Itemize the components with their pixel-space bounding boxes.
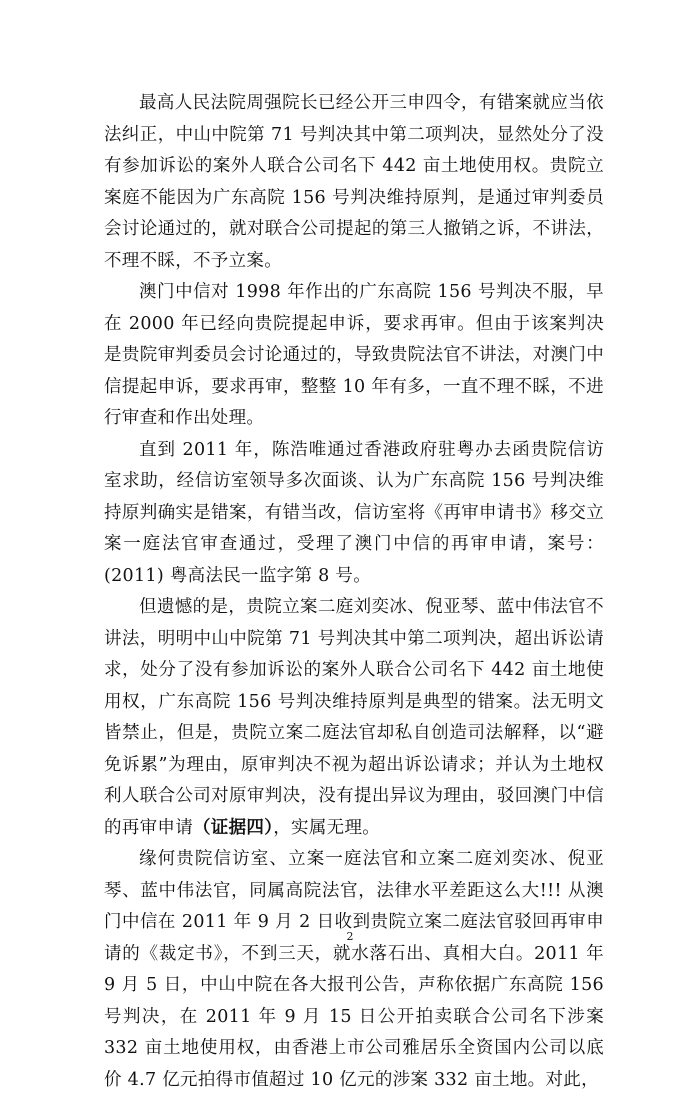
paragraph-5: 缘何贵院信访室、立案一庭法官和立案二庭刘奕冰、倪亚琴、蓝中伟法官，同属高院法官，法律水平差距这么大!!! 从澳门中信在 2011 年 9 月 2 日收到贵院立案二庭法官驳回再审申请的《裁定书》，不到三天，就水落石出、真相大白。2011 年 9 月 5 日，中山中院在各大报刊公告，声称依据广东高院 156 号判决，在 2011 年 9 月 15 日公开拍卖联合公司名下涉案 332 亩土地使用权，由香港上市公司雅居乐全资国内公司以底价 4.7 亿元拍得市值超过 10 亿元的涉案 332 亩土地。对此， (104, 849, 604, 1090)
paragraph-4-text-before: 但遗憾的是，贵院立案二庭刘奕冰、倪亚琴、蓝中伟法官不讲法，明明中山中院第 71 号判决其中第二项判决，超出诉讼请求，处分了没有参加诉讼的案外人联合公司名下 442 亩土地使用权，广东高院 156 号判决维持原判是典型的错案。法无明文皆禁止，但是，贵院立案二庭法官却私自创造司法解释，以“避免诉累”为理由，原审判决不视为超出诉讼请求；并认为土地权利人联合公司对原审判决，没有提出异议为理由，驳回澳门中信的再审申请 (104, 597, 604, 838)
document-body (104, 88, 604, 1096)
paragraph-4 (104, 592, 604, 844)
paragraph-2: 澳门中信对 1998 年作出的广东高院 156 号判决不服，早在 2000 年已经向贵院提起申诉，要求再审。但由于该案判决是贵院审判委员会讨论通过的，导致贵院法官不讲法，对澳门中信提起申诉，要求再审，整整 10 年有多，一直不理不睬，不进行审查和作出处理。 (104, 282, 604, 428)
paragraph-1: 最高人民法院周强院长已经公开三申四令，有错案就应当依法纠正，中山中院第 71 号判决其中第二项判决，显然处分了没有参加诉讼的案外人联合公司名下 442 亩土地使用权。贵院立案庭不能因为广东高院 156 号判决维持原判，是通过审判委员会讨论通过的，就对联合公司提起的第三人撤销之诉，不讲法，不理不睬，不予立案。 (104, 93, 604, 271)
paragraph-3: 直到 2011 年，陈浩唯通过香港政府驻粤办去函贵院信访室求助，经信访室领导多次面谈、认为广东高院 156 号判决维持原判确实是错案，有错当改，信访室将《再审申请书》移交立案一庭法官审查通过，受理了澳门中信的再审申请，案号：(2011) 粤高法民一监字第 8 号。 (104, 439, 604, 586)
paragraph-4-text-after: ，实属无理。 (273, 817, 381, 838)
page-number: 2 (346, 930, 354, 943)
evidence-reference: （证据四） (193, 817, 274, 838)
